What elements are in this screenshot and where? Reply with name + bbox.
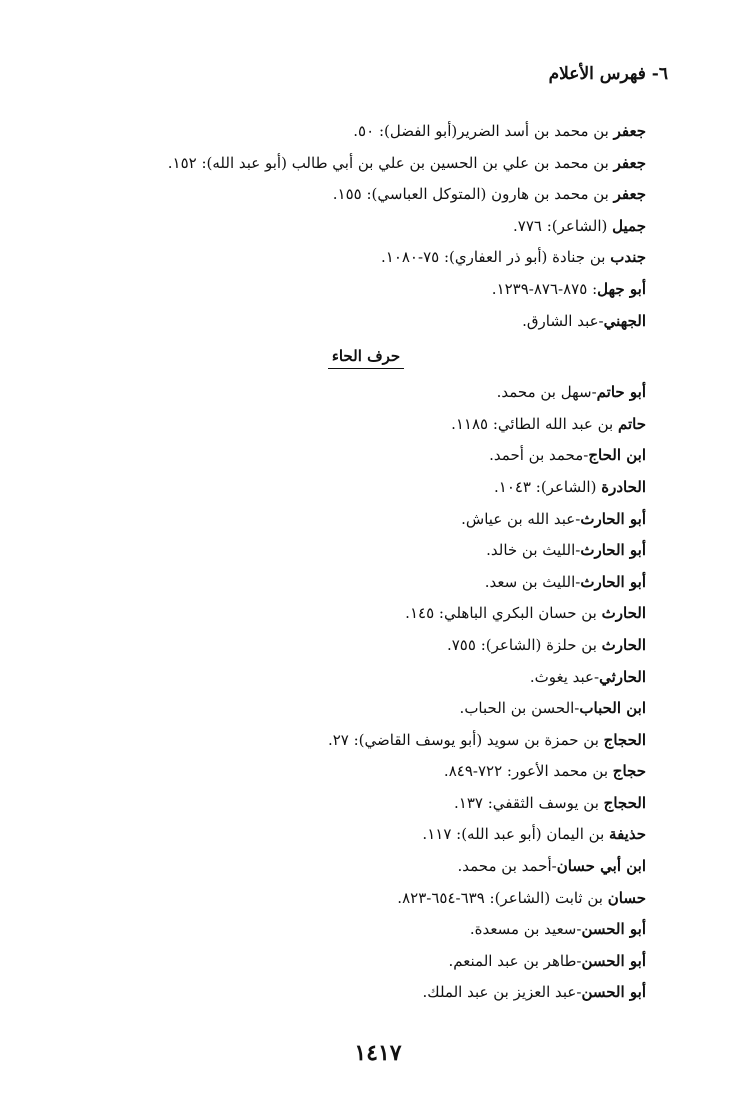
entry-rest: -أحمد بن محمد.	[457, 857, 557, 876]
index-entry	[86, 211, 646, 243]
entry-rest: بن حمزة بن سويد (أبو يوسف القاضي): ٢٧.	[327, 730, 604, 749]
index-entry	[86, 883, 646, 915]
entry-rest: : ٨٧٥-٨٧٦-١٢٣٩.	[491, 279, 598, 298]
entry-rest: -عبد العزيز بن عبد الملك.	[422, 983, 582, 1002]
entry-rest: بن محمد بن هارون (المتوكل العباسي): ١٥٥.	[332, 185, 614, 204]
index-entry	[86, 116, 646, 148]
index-entry	[86, 504, 646, 536]
entry-rest: بن ثابت (الشاعر): ٦٣٩-٦٥٤-٨٢٣.	[397, 888, 608, 907]
entry-head: الحارث	[601, 635, 646, 654]
index-entry	[86, 472, 646, 504]
index-entry	[86, 306, 646, 338]
entry-rest: -عبد الله بن عياش.	[461, 509, 581, 528]
page-number: ١٤١٧	[354, 1040, 402, 1066]
entry-head: أبو جهل	[597, 279, 646, 298]
entry-head: أبو الحسن	[581, 951, 646, 970]
entry-rest: بن حلزة (الشاعر): ٧٥٥.	[446, 635, 602, 654]
index-entry	[86, 598, 646, 630]
entry-head: ابن الحباب	[579, 699, 646, 718]
entry-head: جميل	[612, 216, 646, 235]
entry-rest: (الشاعر): ٧٧٦.	[512, 216, 613, 235]
entry-head: الحارثي	[599, 667, 646, 686]
entry-head: الحجاج	[603, 730, 646, 749]
index-entry	[86, 179, 646, 211]
entry-rest: بن محمد بن أسد الضرير(أبو الفضل): ٥٠.	[353, 122, 614, 140]
entry-head: جعفر	[613, 153, 646, 172]
entry-rest: بن حسان البكري الباهلي: ١٤٥.	[405, 604, 602, 623]
entry-rest: بن يوسف الثقفي: ١٣٧.	[454, 793, 604, 812]
entry-head: حجاج	[612, 762, 646, 781]
index-entry	[86, 725, 646, 757]
entry-head: حذيفة	[609, 825, 646, 844]
entry-rest: -الحسن بن الحباب.	[459, 699, 580, 718]
entry-rest: بن عبد الله الطائي: ١١٨٥.	[451, 414, 618, 433]
entry-head: الحارث	[601, 604, 646, 623]
index-entry	[86, 977, 646, 1009]
entry-head: ابن الحاج	[588, 446, 646, 465]
running-header: ٦- فهرس الأعلام	[548, 64, 668, 84]
entry-rest: -عبد الشارق.	[522, 311, 604, 330]
entry-head: أبو الحسن	[581, 920, 646, 939]
entry-head: الحجاج	[603, 793, 646, 812]
index-entry	[86, 946, 646, 978]
index-entry	[86, 567, 646, 599]
entry-rest: -سهل بن محمد.	[496, 383, 597, 402]
entries-before-group	[86, 116, 646, 337]
entry-rest: -محمد بن أحمد.	[489, 446, 589, 465]
entry-head: ابن أبي حسان	[556, 857, 646, 876]
entry-head: أبو الحارث	[580, 572, 646, 591]
entry-head: أبو الحسن	[581, 983, 646, 1002]
index-entry	[86, 819, 646, 851]
index-entry	[86, 693, 646, 725]
index-entry	[86, 440, 646, 472]
index-entry	[86, 377, 646, 409]
entry-head: حاتم	[617, 414, 646, 433]
index-entry	[86, 409, 646, 441]
index-entry	[86, 756, 646, 788]
entry-head: أبو الحارث	[580, 509, 646, 528]
index-entries	[86, 116, 646, 1009]
index-entry	[86, 148, 646, 180]
index-entry	[86, 662, 646, 694]
entry-head: أبو الحارث	[580, 541, 646, 560]
index-entry	[86, 535, 646, 567]
entry-rest: بن جنادة (أبو ذر العفاري): ٧٥-١٠٨٠.	[380, 248, 611, 267]
index-entry	[86, 851, 646, 883]
entry-rest: -الليث بن خالد.	[486, 541, 581, 560]
entry-rest: بن محمد بن علي بن الحسين بن علي بن أبي طالب (أبو عبد الله): ١٥٢.	[167, 153, 614, 172]
section-heading	[86, 339, 646, 377]
entry-rest: -سعيد بن مسعدة.	[469, 920, 582, 939]
entry-head: أبو حاتم	[596, 383, 646, 402]
entry-head: حسان	[607, 888, 646, 907]
entry-rest: بن محمد الأعور: ٧٢٢-٨٤٩.	[443, 762, 613, 781]
index-entry	[86, 914, 646, 946]
entry-head: الحادرة	[601, 477, 646, 496]
entry-head: جندب	[610, 248, 646, 267]
entry-rest: -الليث بن سعد.	[484, 572, 581, 591]
entry-rest: (الشاعر): ١٠٤٣.	[493, 477, 602, 496]
entry-head: جعفر	[613, 122, 646, 140]
entry-head: الجهني	[603, 311, 646, 330]
index-entry	[86, 788, 646, 820]
entries-after-group	[86, 377, 646, 1009]
index-entry	[86, 274, 646, 306]
entry-rest: -عبد يغوث.	[529, 667, 600, 686]
section-heading-text: حرف الحاء	[328, 347, 404, 369]
entry-rest: -طاهر بن عبد المنعم.	[448, 951, 582, 970]
index-entry	[86, 630, 646, 662]
entry-rest: بن اليمان (أبو عبد الله): ١١٧.	[422, 825, 610, 844]
entry-head: جعفر	[613, 185, 646, 204]
index-entry	[86, 242, 646, 274]
